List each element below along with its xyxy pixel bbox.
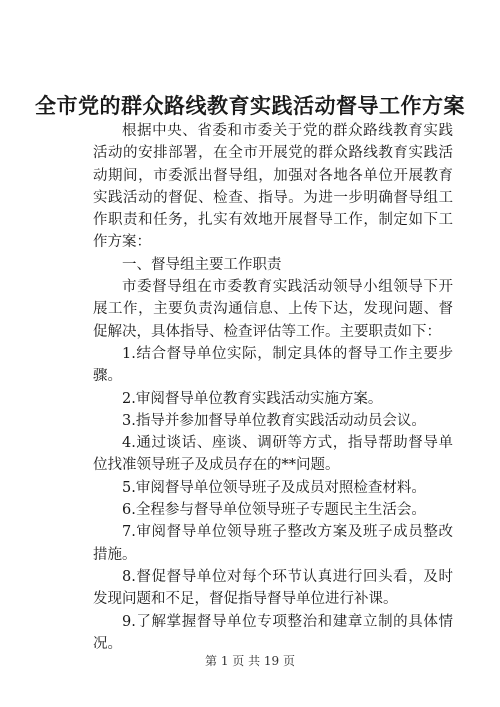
- list-item: 9.了解掌握督导单位专项整治和建章立制的具体情况。: [93, 613, 453, 652]
- list-item: 5.审阅督导单位领导班子及成员对照检查材料。: [122, 479, 426, 496]
- list-item: 1.结合督导单位实际，制定具体的督导工作主要步骤。: [93, 345, 453, 385]
- list-item: 7.审阅督导单位领导班子整改方案及班子成员整改措施。: [93, 524, 453, 563]
- list-item: 3.指导并参加督导单位教育实践活动动员会议。: [122, 412, 426, 429]
- page-footer: 第 1 页 共 19 页: [205, 654, 295, 668]
- list-item: 8.督促督导单位对每个环节认真进行回头看，及时发现问题和不足，督促指导督导单位进行补课。: [93, 568, 453, 608]
- intro-paragraph: 根据中央、省委和市委关于党的群众路线教育实践活动的安排部署，在全市开展党的群众路线教育实践活动期间，市委派出督导组，加强对各地各单位开展教育实践活动的督促、检查、指导。为进一步明确督导组工作职责和任务，扎实有效地开展督导工作，制定如下工作方案：: [93, 123, 453, 251]
- list-item: 2.审阅督导单位教育实践活动实施方案。: [122, 390, 383, 407]
- list-item: 6.全程参与督导单位领导班子专题民主生活会。: [122, 502, 426, 519]
- list-item: 4.通过谈话、座谈、调研等方式，指导帮助督导单位找准领导班子及成员存在的**问题。: [93, 435, 453, 474]
- section-heading: 一、督导组主要工作职责: [122, 256, 282, 273]
- duties-paragraph: 市委督导组在市委教育实践活动领导小组领导下开展工作，主要负责沟通信息、上传下达，发现问题、督促解决，具体指导、检查评估等工作。主要职责如下：: [93, 279, 453, 340]
- document-title: 全市党的群众路线教育实践活动督导工作方案: [35, 93, 465, 118]
- document-body: [93, 120, 453, 655]
